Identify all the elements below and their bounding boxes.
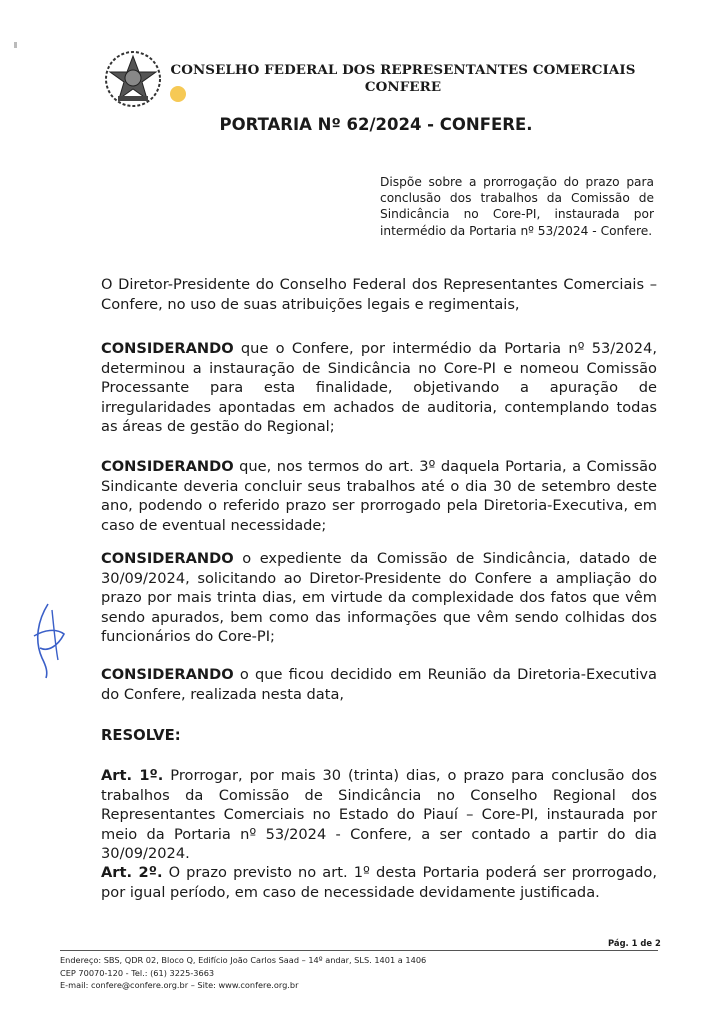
article-paragraph (101, 766, 657, 864)
considerando-text: o expediente da Comissão de Sindicância, datado de 30/09/2024, solicitando ao Diretor-Presidente do Confere a ampliação do prazo por mais trinta dias, em virtude da complexidade dos fatos que vêm sendo apurados, bem como das informações que vêm sendo colhidas dos funcionários do Core-PI; (101, 550, 657, 646)
brazil-coat-of-arms-icon (104, 50, 162, 108)
ementa (380, 174, 654, 239)
intro-paragraph: O Diretor-Presidente do Conselho Federal dos Representantes Comerciais – Confere, no uso de suas atribuições legais e regimentais, (101, 276, 657, 313)
ementa-line: intermédio da Portaria nº 53/2024 - Confere. (380, 223, 653, 238)
footer-divider (60, 950, 658, 951)
considerando-lead: CONSIDERANDO (101, 340, 234, 357)
considerando-text: o que ficou decidido em Reunião da Diretoria-Executiva do Confere, realizada nesta data, (101, 666, 657, 703)
ementa-line: Sindicância no Core-PI, instaurada por (380, 207, 654, 222)
footer-contact-line: E-mail: confere@confere.org.br – Site: www.confere.org.br (60, 980, 299, 991)
considerando-paragraph (101, 457, 657, 535)
article-text: Prorrogar, por mais 30 (trinta) dias, o prazo para conclusão dos trabalhos da Comissão de Sindicância no Conselho Regional dos Representantes Comerciais no Estado do Piauí – Core-PI, instaurada por meio da Portaria nº 53/2024 - Confere, a ser contado a partir do dia 30/09/2024. (101, 767, 657, 863)
footer-cep-line: CEP 70070-120 - Tel.: (61) 3225-3663 (60, 967, 215, 978)
organization-name (168, 62, 638, 96)
considerando-lead: CONSIDERANDO (101, 666, 234, 683)
considerando-text: que, nos termos do art. 3º daquela Portaria, a Comissão Sindicante deveria concluir seus trabalhos até o dia 30 de setembro deste ano, podendo o referido prazo ser prorrogado pela Diretoria-Executiva, em caso de eventual necessidade; (101, 458, 657, 534)
footer-address (60, 954, 426, 992)
considerando-lead: CONSIDERANDO (101, 550, 234, 567)
org-line-1: CONSELHO FEDERAL DOS REPRESENTANTES COMERCIAIS (170, 62, 636, 78)
article-lead: Art. 1º. (101, 767, 164, 784)
article-lead: Art. 2º. (101, 864, 163, 881)
handwritten-initials-signature (28, 600, 68, 680)
considerando-lead: CONSIDERANDO (101, 458, 234, 475)
ementa-line: conclusão dos trabalhos da Comissão de (380, 191, 654, 206)
considerando-text: que o Confere, por intermédio da Portaria nº 53/2024, determinou a instauração de Sindicância no Core-PI e nomeou Comissão Processante para esta finalidade, objetivando a apuração de irregularidades apontadas em achados de auditoria, contemplando todas as áreas de gestão do Regional; (101, 340, 657, 436)
footer-address-line: Endereço: SBS, QDR 02, Bloco Q, Edifício João Carlos Saad – 14º andar, SLS. 1401 a 1406 (60, 955, 427, 965)
considerando-paragraph (101, 549, 657, 647)
document-title: PORTARIA Nº 62/2024 - CONFERE. (219, 115, 533, 134)
org-line-2: CONFERE (364, 79, 442, 95)
article-text: O prazo previsto no art. 1º desta Portaria poderá ser prorrogado, por igual período, em caso de necessidade devidamente justificada. (101, 864, 657, 901)
considerando-paragraph (101, 665, 657, 704)
scan-mark (14, 42, 17, 48)
considerando-paragraph (101, 339, 657, 437)
ementa-line: Dispõe sobre a prorrogação do prazo para (380, 175, 654, 189)
resolve-heading: RESOLVE: (101, 727, 181, 744)
article-paragraph (101, 863, 657, 902)
page-number: Pág. 1 de 2 (608, 938, 661, 948)
